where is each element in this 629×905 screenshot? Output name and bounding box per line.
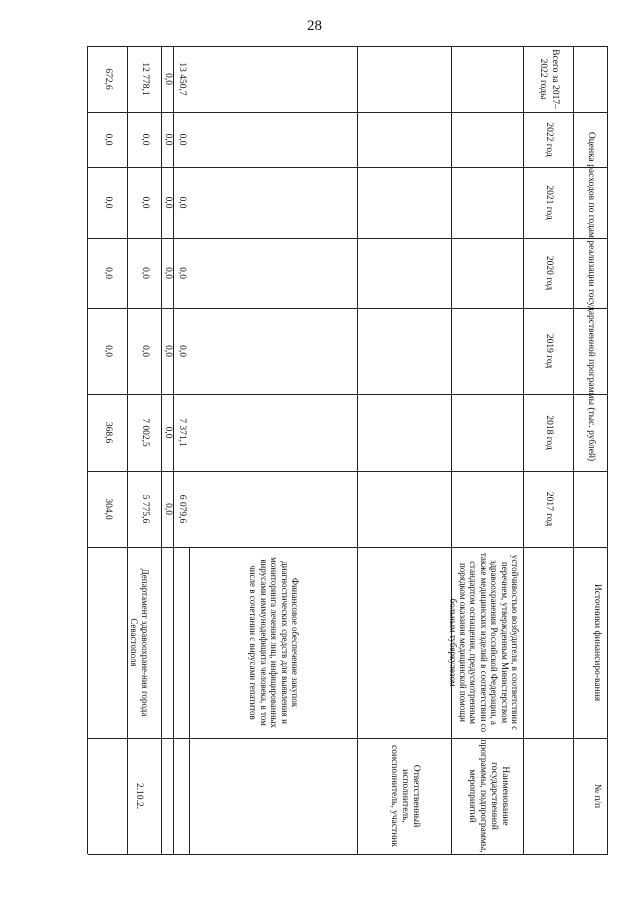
name-header: Наименование государственной программы, подпрограммы, мероприятий xyxy=(467,739,510,853)
continuation-text: устойчивостью возбудителя, в соответствии с перечнем, утвержденным Министерством здравоохранения Российской Федерации, а также медицинских изделий в соответствии со стандартом оснащения, предусмотренным порядком оказания медицинской помощи больным туберкулезом xyxy=(447,552,520,733)
value-cell: 304,0 xyxy=(103,498,114,520)
value-cell: 0,0 xyxy=(103,196,114,209)
value-cell: 0,0 xyxy=(103,133,114,146)
value-cell: 672,6 xyxy=(103,68,114,90)
value-cell: 7 371,1 xyxy=(177,418,188,447)
value-cell: 0,0 xyxy=(140,267,151,279)
page-number: 28 xyxy=(307,18,322,34)
year-header-2018: 2018 год xyxy=(544,415,555,450)
value-cell: 0,0 xyxy=(163,345,174,357)
value-cell: 0,0 xyxy=(140,196,151,209)
value-cell: 12 778,1 xyxy=(140,62,151,96)
item-name: Финансовое обеспечение закупок диагностических средств для выявления и мониторинга лечения лиц, инфицированных вирусами иммунодефицита человека, в том числе в сочетании с вирусами гепатитов xyxy=(248,557,301,728)
year-header-2017: 2017 год xyxy=(544,491,555,527)
year-header-total: Всего за 2017–2022 годы xyxy=(538,49,560,109)
item-executor: Департамент здравоохране-ния города Севастополя xyxy=(129,568,150,717)
value-cell: 7 002,5 xyxy=(140,418,151,447)
value-cell: 0,0 xyxy=(177,196,188,209)
value-cell: 0,0 xyxy=(163,267,174,279)
value-cell: 0,0 xyxy=(103,267,114,279)
value-cell: 5 775,6 xyxy=(140,494,151,524)
year-header-2020: 2020 год xyxy=(544,255,555,291)
value-cell: 0,0 xyxy=(103,345,114,357)
estimate-header: Оценка расходов по годам реализации государственной программы (тыс. рублей) xyxy=(586,131,597,462)
value-cell: 0,0 xyxy=(163,426,174,439)
value-cell: 0,0 xyxy=(177,133,188,146)
value-cell: 0,0 xyxy=(163,196,174,209)
value-cell: 0,0 xyxy=(140,133,151,146)
source-header: Источники финансиро-вания xyxy=(592,583,602,702)
year-header-2021: 2021 год xyxy=(544,185,555,220)
value-cell: 6 079,6 xyxy=(177,494,188,524)
year-header-2022: 2022 год xyxy=(544,122,555,157)
executor-header: Ответственный исполнитель, соисполнитель, участник xyxy=(389,745,422,847)
num-header: № п/п xyxy=(592,783,602,809)
value-cell: 13 450,7 xyxy=(177,62,188,96)
value-cell: 368,6 xyxy=(103,421,114,444)
value-cell: 0,0 xyxy=(163,73,174,85)
value-cell: 0,0 xyxy=(163,503,174,515)
value-cell: 0,0 xyxy=(177,267,188,279)
value-cell: 0,0 xyxy=(163,133,174,146)
value-cell: 0,0 xyxy=(177,345,188,357)
value-cell: 0,0 xyxy=(140,345,151,357)
table-overlay xyxy=(88,46,608,854)
item-number: 2.10.2. xyxy=(134,782,145,810)
year-header-2019: 2019 год xyxy=(544,333,555,369)
